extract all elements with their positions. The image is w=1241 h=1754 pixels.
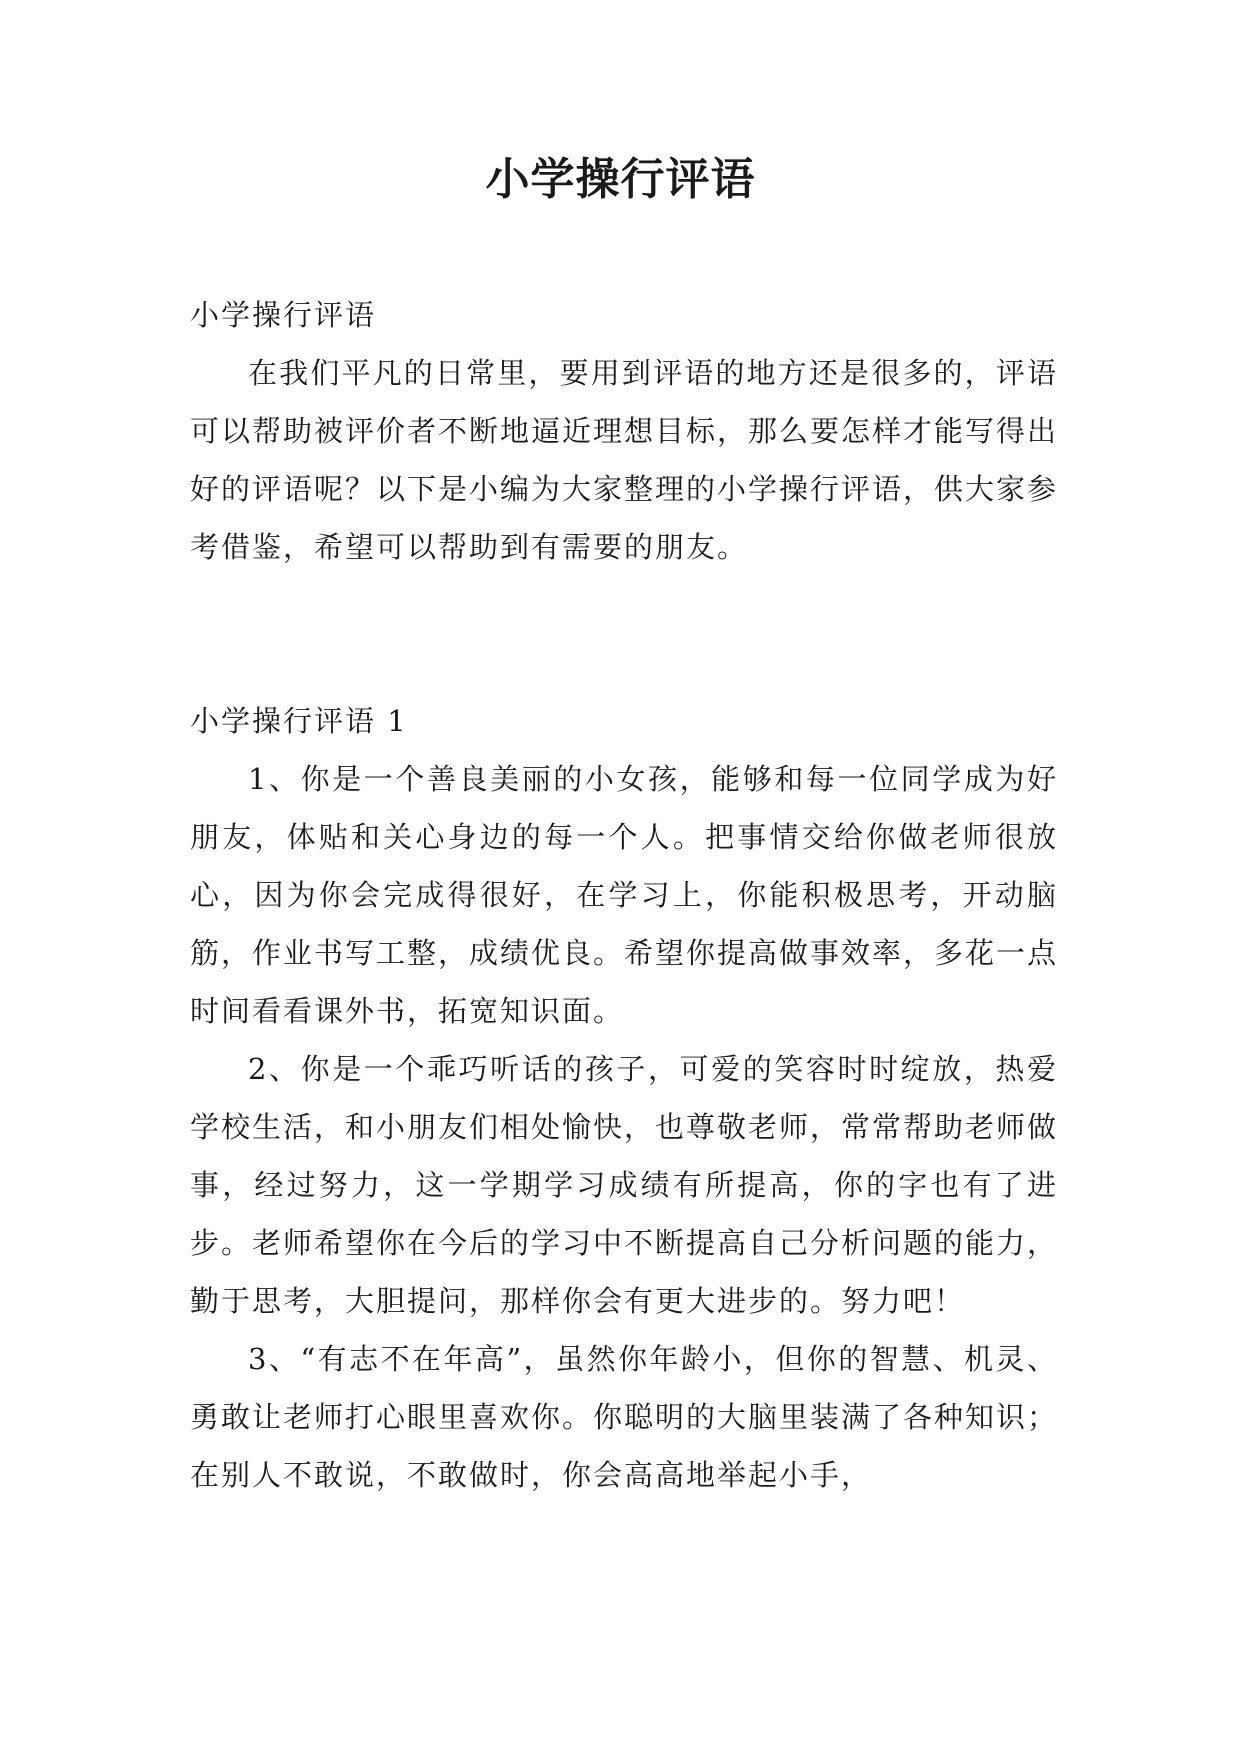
comment-paragraph-3: 3、“有志不在年高”，虽然你年龄小，但你的智慧、机灵、勇敢让老师打心眼里喜欢你。你聪明的大脑里装满了各种知识；在别人不敢说，不敢做时，你会高高地举起小手， [190, 1342, 1059, 1492]
comment-paragraph-1: 1、你是一个善良美丽的小女孩，能够和每一位同学成为好朋友，体贴和关心身边的每一个人。把事情交给你做老师很放心，因为你会完成得很好，在学习上，你能积极思考，开动脑筋，作业书写工整，成绩优良。希望你提高做事效率，多花一点时间看看课外书，拓宽知识面。 [190, 762, 1059, 1028]
document-subtitle [190, 286, 1058, 344]
section-body [190, 750, 1058, 1504]
intro-paragraph: 在我们平凡的日常里，要用到评语的地方还是很多的，评语可以帮助被评价者不断地逼近理想目标，那么要怎样才能写得出好的评语呢？以下是小编为大家整理的小学操行评语，供大家参考借鉴，希望可以帮助到有需要的朋友。 [190, 356, 1059, 564]
intro-block [190, 344, 1058, 576]
document-title: 小学操行评语 [485, 154, 756, 205]
section-heading [190, 692, 1058, 750]
section-title: 小学操行评语 1 [190, 704, 408, 738]
subtitle-text: 小学操行评语 [190, 298, 377, 332]
comment-paragraph-2: 2、你是一个乖巧听话的孩子，可爱的笑容时时绽放，热爱学校生活，和小朋友们相处愉快，也尊敬老师，常常帮助老师做事，经过努力，这一学期学习成绩有所提高，你的字也有了进步。老师希望你在今后的学习中不断提高自己分析问题的能力，勤于思考，大胆提问，那样你会有更大进步的。努力吧！ [190, 1052, 1059, 1318]
